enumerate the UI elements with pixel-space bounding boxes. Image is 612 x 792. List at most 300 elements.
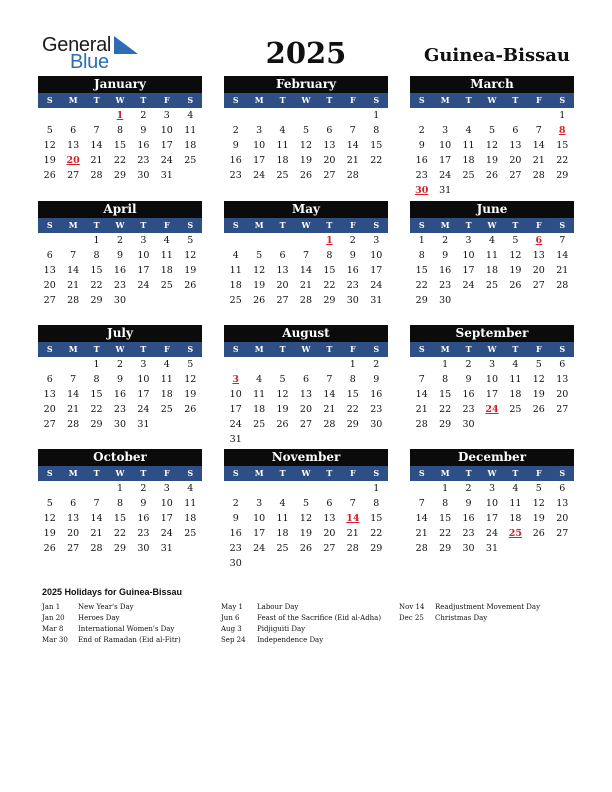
day-cell: 4 <box>163 359 170 370</box>
day-cell: 29 <box>556 170 569 181</box>
day-cell: 30 <box>137 170 150 181</box>
week-row <box>410 248 574 263</box>
day-cell: 20 <box>276 280 289 291</box>
week-row <box>38 248 202 263</box>
empty-day <box>341 556 364 571</box>
empty-day <box>527 183 550 198</box>
day-cell: 16 <box>137 140 150 151</box>
holiday-day: 25 <box>508 528 523 539</box>
empty-day <box>504 108 527 123</box>
day-cell: 2 <box>116 235 123 246</box>
weekday-label: W <box>487 95 497 105</box>
day-cell: 16 <box>415 155 428 166</box>
day-cell: 9 <box>373 374 380 385</box>
day-cell: 31 <box>229 434 242 445</box>
day-cell: 30 <box>462 543 475 554</box>
day-cell: 26 <box>253 295 266 306</box>
day-cell: 8 <box>373 125 380 136</box>
day-cell: 17 <box>439 155 452 166</box>
empty-day <box>247 432 270 447</box>
day-cell: 31 <box>160 170 173 181</box>
holiday-name: Pidjiguiti Day <box>257 625 306 633</box>
day-cell: 4 <box>187 110 194 121</box>
day-cell: 15 <box>113 513 127 524</box>
week-row <box>410 496 574 511</box>
day-cell: 24 <box>137 404 150 415</box>
day-cell: 30 <box>137 543 150 554</box>
day-cell: 22 <box>370 155 383 166</box>
day-cell: 13 <box>532 250 545 261</box>
day-cell: 29 <box>113 170 127 181</box>
day-cell: 11 <box>160 374 173 385</box>
day-cell: 12 <box>509 250 522 261</box>
weekday-label: W <box>301 220 311 230</box>
day-cell: 19 <box>532 513 545 524</box>
day-cell: 27 <box>43 419 56 430</box>
week-row <box>410 263 574 278</box>
holiday-column <box>399 602 574 624</box>
weekday-label: T <box>465 220 472 230</box>
weekday-header <box>38 93 202 108</box>
week-row <box>38 168 202 183</box>
weekday-label: S <box>373 344 380 354</box>
day-cell: 22 <box>415 280 428 291</box>
holiday-date: Dec 25 <box>399 614 424 622</box>
holiday-entry <box>221 613 396 624</box>
day-cell: 15 <box>90 265 103 276</box>
day-cell: 2 <box>232 125 239 136</box>
day-cell: 3 <box>373 235 380 246</box>
day-cell: 2 <box>465 359 472 370</box>
holiday-date: Jun 6 <box>221 614 240 622</box>
week-row <box>224 432 388 447</box>
weekday-header <box>410 466 574 481</box>
empty-day <box>38 357 61 372</box>
day-cell: 2 <box>373 359 380 370</box>
holiday-day: 14 <box>346 513 360 524</box>
day-cell: 3 <box>140 359 147 370</box>
day-cell: 24 <box>160 528 173 539</box>
weekday-label: S <box>232 344 239 354</box>
empty-day <box>61 233 84 248</box>
day-cell: 13 <box>509 140 522 151</box>
day-cell: 9 <box>232 140 239 151</box>
day-cell: 31 <box>137 419 150 430</box>
day-cell: 16 <box>462 513 475 524</box>
weekday-label: F <box>535 344 542 354</box>
empty-day <box>457 183 480 198</box>
holiday-entry <box>399 602 574 613</box>
day-cell: 1 <box>373 110 380 121</box>
week-row <box>410 417 574 432</box>
day-cell: 10 <box>229 389 242 400</box>
day-cell: 7 <box>559 235 566 246</box>
weekday-label: W <box>487 468 497 478</box>
holiday-name: Heroes Day <box>78 614 120 622</box>
day-cell: 26 <box>509 280 522 291</box>
day-cell: 16 <box>462 389 475 400</box>
weekday-label: S <box>232 95 239 105</box>
day-cell: 16 <box>370 389 383 400</box>
day-cell: 18 <box>253 404 266 415</box>
empty-day <box>480 183 503 198</box>
month-october <box>38 449 202 556</box>
week-row <box>38 387 202 402</box>
day-cell: 14 <box>323 389 336 400</box>
day-cell: 17 <box>370 265 383 276</box>
empty-day <box>179 541 202 556</box>
day-cell: 22 <box>439 404 452 415</box>
weekday-label: S <box>418 95 425 105</box>
day-cell: 23 <box>439 280 452 291</box>
day-cell: 11 <box>462 140 475 151</box>
weekday-label: T <box>465 344 472 354</box>
holiday-entry <box>399 613 574 624</box>
empty-day <box>527 417 550 432</box>
weekday-header <box>224 342 388 357</box>
week-row <box>224 481 388 496</box>
week-row <box>410 541 574 556</box>
weekday-label: S <box>46 344 53 354</box>
day-cell: 8 <box>373 498 380 509</box>
day-cell: 29 <box>439 543 452 554</box>
day-cell: 2 <box>465 483 472 494</box>
day-cell: 25 <box>184 155 197 166</box>
day-cell: 18 <box>229 280 242 291</box>
day-cell: 17 <box>485 389 499 400</box>
day-cell: 4 <box>488 235 495 246</box>
weekday-header <box>224 93 388 108</box>
holiday-date: Sep 24 <box>221 636 246 644</box>
day-cell: 9 <box>116 250 123 261</box>
weekday-label: F <box>163 344 170 354</box>
week-row <box>410 481 574 496</box>
empty-day <box>38 481 61 496</box>
day-cell: 29 <box>415 295 428 306</box>
weekday-label: M <box>68 344 78 354</box>
day-cell: 24 <box>370 280 383 291</box>
day-cell: 23 <box>346 280 359 291</box>
day-cell: 25 <box>160 280 173 291</box>
weekday-header <box>38 466 202 481</box>
empty-day <box>318 556 341 571</box>
day-cell: 18 <box>276 528 289 539</box>
holiday-entry <box>221 635 396 646</box>
month-title: June <box>410 201 574 218</box>
day-cell: 29 <box>370 543 383 554</box>
empty-day <box>224 233 247 248</box>
month-may <box>224 201 388 308</box>
holiday-day: 1 <box>326 235 333 246</box>
day-cell: 21 <box>532 155 545 166</box>
day-cell: 14 <box>415 389 428 400</box>
day-cell: 30 <box>113 419 127 430</box>
week-row <box>38 496 202 511</box>
day-cell: 23 <box>415 170 428 181</box>
weekday-label: F <box>535 95 542 105</box>
day-cell: 26 <box>532 528 545 539</box>
week-row <box>224 417 388 432</box>
day-cell: 24 <box>462 280 475 291</box>
weekday-label: T <box>140 468 147 478</box>
day-cell: 11 <box>276 513 289 524</box>
day-cell: 27 <box>509 170 522 181</box>
day-cell: 8 <box>442 498 449 509</box>
day-cell: 25 <box>276 543 289 554</box>
day-cell: 2 <box>140 483 147 494</box>
day-cell: 25 <box>229 295 242 306</box>
empty-day <box>271 357 294 372</box>
day-cell: 12 <box>532 498 545 509</box>
holiday-entry <box>42 602 217 613</box>
day-cell: 24 <box>253 170 266 181</box>
holiday-date: Mar 30 <box>42 636 68 644</box>
weekday-label: W <box>115 344 125 354</box>
day-cell: 20 <box>299 404 313 415</box>
holiday-day: 3 <box>232 374 240 385</box>
week-row <box>224 556 388 571</box>
day-cell: 30 <box>113 295 127 306</box>
weekday-label: T <box>93 344 100 354</box>
day-cell: 7 <box>70 374 77 385</box>
day-cell: 10 <box>485 498 499 509</box>
day-cell: 17 <box>229 404 242 415</box>
day-cell: 9 <box>418 140 425 151</box>
day-cell: 19 <box>276 404 289 415</box>
day-cell: 19 <box>184 265 197 276</box>
weekday-label: T <box>512 220 519 230</box>
weekday-label: M <box>68 220 78 230</box>
empty-day <box>179 293 202 308</box>
weekday-label: T <box>326 220 333 230</box>
day-cell: 31 <box>370 295 383 306</box>
day-cell: 10 <box>137 374 150 385</box>
week-row <box>224 526 388 541</box>
holiday-name: International Women's Day <box>78 625 175 633</box>
empty-day <box>294 108 317 123</box>
day-cell: 19 <box>43 528 56 539</box>
day-cell: 24 <box>229 419 242 430</box>
weekday-label: M <box>254 95 264 105</box>
weekday-label: S <box>373 95 380 105</box>
month-september <box>410 325 574 432</box>
day-cell: 6 <box>46 374 53 385</box>
day-cell: 20 <box>556 389 569 400</box>
day-cell: 10 <box>370 250 383 261</box>
weekday-label: M <box>440 344 450 354</box>
day-cell: 5 <box>46 498 53 509</box>
day-cell: 27 <box>43 295 56 306</box>
day-cell: 3 <box>163 483 170 494</box>
weekday-header <box>38 218 202 233</box>
day-cell: 24 <box>253 543 266 554</box>
day-cell: 5 <box>302 498 309 509</box>
empty-day <box>504 293 527 308</box>
day-cell: 9 <box>140 498 147 509</box>
week-row <box>224 138 388 153</box>
weekday-label: F <box>163 468 170 478</box>
day-cell: 16 <box>137 513 150 524</box>
empty-day <box>271 108 294 123</box>
day-cell: 7 <box>418 498 425 509</box>
day-cell: 21 <box>67 280 80 291</box>
weekday-header <box>410 93 574 108</box>
empty-day <box>551 417 574 432</box>
country-name: Guinea-Bissau <box>423 45 570 66</box>
empty-day <box>433 108 456 123</box>
empty-day <box>247 357 270 372</box>
empty-day <box>294 357 317 372</box>
holiday-day: 24 <box>485 404 499 415</box>
day-cell: 21 <box>415 404 428 415</box>
day-cell: 6 <box>46 250 53 261</box>
weekday-label: M <box>254 468 264 478</box>
week-row <box>224 541 388 556</box>
day-cell: 27 <box>532 280 545 291</box>
day-cell: 29 <box>113 543 127 554</box>
empty-day <box>271 233 294 248</box>
day-cell: 13 <box>556 498 569 509</box>
weekday-label: T <box>93 95 100 105</box>
day-cell: 19 <box>184 389 197 400</box>
weekday-label: S <box>232 220 239 230</box>
day-cell: 4 <box>256 374 263 385</box>
day-cell: 15 <box>439 513 452 524</box>
empty-day <box>155 417 178 432</box>
week-row <box>410 526 574 541</box>
holiday-entry <box>221 602 396 613</box>
day-cell: 28 <box>532 170 545 181</box>
week-row <box>224 278 388 293</box>
weekday-label: T <box>93 220 100 230</box>
holiday-name: New Year's Day <box>78 603 134 611</box>
empty-day <box>457 108 480 123</box>
week-row <box>410 153 574 168</box>
day-cell: 7 <box>326 374 333 385</box>
day-cell: 3 <box>465 235 472 246</box>
day-cell: 20 <box>323 155 336 166</box>
day-cell: 12 <box>184 250 197 261</box>
day-cell: 7 <box>302 250 309 261</box>
day-cell: 23 <box>137 528 150 539</box>
day-cell: 19 <box>43 155 56 166</box>
day-cell: 12 <box>184 374 197 385</box>
day-cell: 24 <box>137 280 150 291</box>
empty-day <box>365 556 388 571</box>
day-cell: 10 <box>253 140 266 151</box>
week-row <box>38 293 202 308</box>
day-cell: 11 <box>229 265 242 276</box>
day-cell: 5 <box>46 125 53 136</box>
week-row <box>38 357 202 372</box>
day-cell: 19 <box>299 528 313 539</box>
day-cell: 25 <box>184 528 197 539</box>
empty-day <box>294 556 317 571</box>
day-cell: 13 <box>43 389 56 400</box>
day-cell: 12 <box>299 513 313 524</box>
week-row <box>38 233 202 248</box>
day-cell: 29 <box>90 419 103 430</box>
holiday-day: 6 <box>535 235 543 246</box>
weekday-label: T <box>93 468 100 478</box>
empty-day <box>341 481 364 496</box>
empty-day <box>294 432 317 447</box>
day-cell: 5 <box>187 359 194 370</box>
month-title: April <box>38 201 202 218</box>
day-cell: 27 <box>67 170 80 181</box>
day-cell: 7 <box>349 125 356 136</box>
day-cell: 4 <box>187 483 194 494</box>
holiday-day: 20 <box>66 155 80 166</box>
weekday-label: T <box>512 95 519 105</box>
day-cell: 19 <box>532 389 545 400</box>
weekday-label: S <box>187 95 194 105</box>
empty-day <box>247 556 270 571</box>
day-cell: 7 <box>349 498 356 509</box>
weekday-header <box>38 342 202 357</box>
day-cell: 19 <box>253 280 266 291</box>
day-cell: 5 <box>512 235 519 246</box>
empty-day <box>504 541 527 556</box>
day-cell: 25 <box>253 419 266 430</box>
weekday-label: S <box>559 344 566 354</box>
day-cell: 26 <box>299 543 313 554</box>
day-cell: 20 <box>67 528 80 539</box>
day-cell: 1 <box>418 235 425 246</box>
month-title: November <box>224 449 388 466</box>
week-row <box>224 496 388 511</box>
empty-day <box>365 432 388 447</box>
holiday-day: 1 <box>116 110 124 121</box>
empty-day <box>318 432 341 447</box>
day-cell: 28 <box>67 295 80 306</box>
day-cell: 19 <box>485 155 499 166</box>
weekday-label: T <box>279 95 286 105</box>
day-cell: 22 <box>113 528 127 539</box>
day-cell: 12 <box>485 140 499 151</box>
day-cell: 21 <box>90 528 103 539</box>
holiday-entry <box>42 613 217 624</box>
day-cell: 6 <box>326 498 333 509</box>
weekday-label: S <box>559 220 566 230</box>
day-cell: 18 <box>160 389 173 400</box>
day-cell: 9 <box>140 125 147 136</box>
day-cell: 24 <box>439 170 452 181</box>
day-cell: 17 <box>485 513 499 524</box>
holiday-name: End of Ramadan (Eid al-Fitr) <box>78 636 181 644</box>
day-cell: 31 <box>160 543 173 554</box>
day-cell: 28 <box>90 543 103 554</box>
day-cell: 4 <box>279 125 286 136</box>
empty-day <box>85 108 108 123</box>
day-cell: 30 <box>229 558 242 569</box>
month-december <box>410 449 574 556</box>
weekday-label: S <box>232 468 239 478</box>
empty-day <box>504 183 527 198</box>
day-cell: 25 <box>509 404 522 415</box>
weekday-label: W <box>115 220 125 230</box>
weekday-label: W <box>487 220 497 230</box>
week-row <box>38 263 202 278</box>
empty-day <box>179 168 202 183</box>
week-row <box>410 168 574 183</box>
holiday-column <box>221 602 396 646</box>
day-cell: 4 <box>512 483 519 494</box>
day-cell: 8 <box>326 250 333 261</box>
month-january <box>38 76 202 183</box>
holiday-column <box>42 602 217 646</box>
day-cell: 29 <box>346 419 359 430</box>
